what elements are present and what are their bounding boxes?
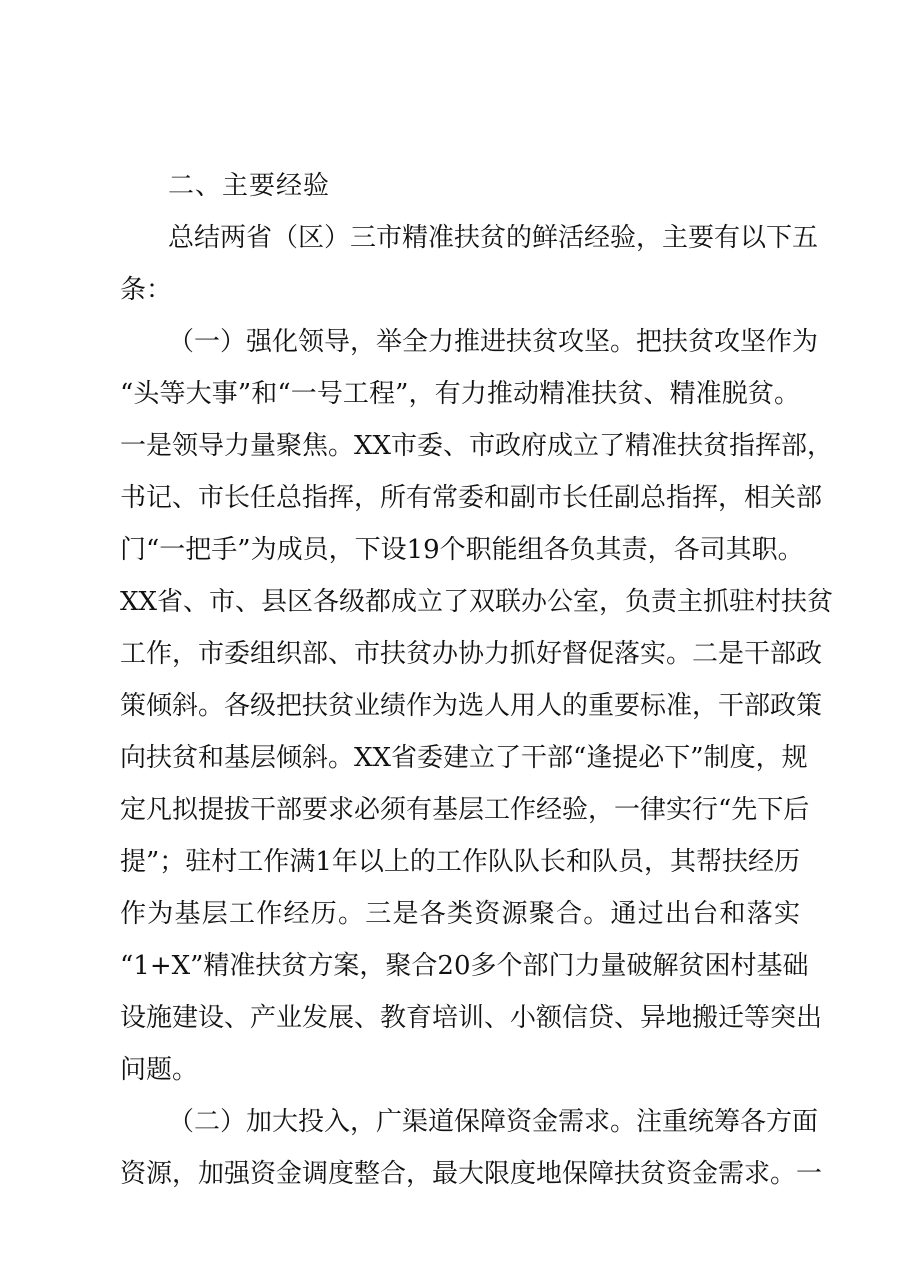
paragraph-line: 向扶贫和基层倾斜。XX省委建立了干部“逢提必下”制度，规 [120, 743, 808, 773]
paragraph-line: 一是领导力量聚焦。XX市委、市政府成立了精准扶贫指挥部， [120, 431, 834, 461]
paragraph-line: 提”；驻村工作满1年以上的工作队队长和队员，其帮扶经历 [120, 847, 800, 877]
paragraph-line: 资源，加强资金调度整合，最大限度地保障扶贫资金需求。一 [120, 1159, 823, 1189]
paragraph-line: 作为基层工作经历。三是各类资源聚合。通过出台和落实 [120, 899, 800, 929]
paragraph-line: 条： [120, 275, 173, 305]
paragraph-line: （一）强化领导，举全力推进扶贫攻坚。把扶贫攻坚作为 [168, 327, 819, 357]
paragraph-line: 门“一把手”为成员，下设19个职能组各负其责，各司其职。 [120, 535, 804, 565]
paragraph-line: “头等大事”和“一号工程”，有力推动精准扶贫、精准脱贫。 [120, 379, 800, 409]
paragraph-line: 书记、市长任总指挥，所有常委和副市长任副总指挥，相关部 [120, 483, 823, 513]
paragraph-line: （二）加大投入，广渠道保障资金需求。注重统筹各方面 [168, 1107, 819, 1137]
paragraph-line: 策倾斜。各级把扶贫业绩作为选人用人的重要标准，干部政策 [120, 691, 823, 721]
section-heading: 二、主要经验 [168, 171, 331, 201]
paragraph-line: 工作，市委组织部、市扶贫办协力抓好督促落实。二是干部政 [120, 639, 823, 669]
paragraph-line: 定凡拟提拔干部要求必须有基层工作经验，一律实行“先下后 [120, 795, 810, 825]
paragraph-line: 设施建设、产业发展、教育培训、小额信贷、异地搬迁等突出 [120, 1003, 823, 1033]
paragraph-line: XX省、市、县区各级都成立了双联办公室，负责主抓驻村扶贫 [120, 587, 834, 617]
paragraph-line: 总结两省（区）三市精准扶贫的鲜活经验，主要有以下五 [168, 223, 819, 253]
paragraph-line: 问题。 [120, 1055, 199, 1085]
paragraph-line: “1+X”精准扶贫方案，聚合20多个部门力量破解贫困村基础 [120, 951, 809, 981]
